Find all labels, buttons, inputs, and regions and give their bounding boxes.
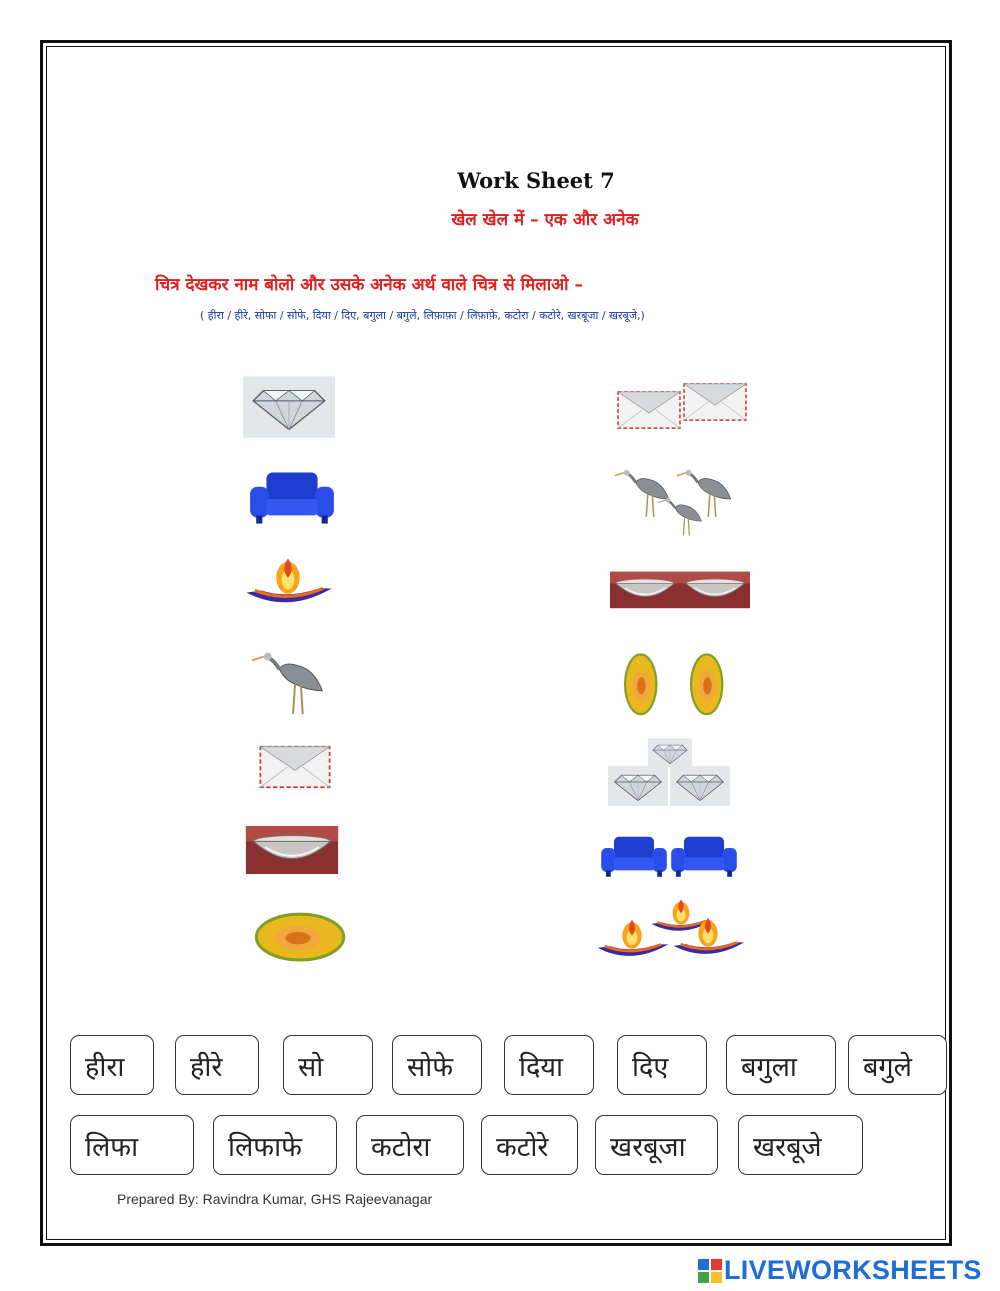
word-chip[interactable]: सोफे [392, 1035, 482, 1095]
word-chip[interactable]: कटोरे [481, 1115, 578, 1175]
word-chip[interactable]: सो [283, 1035, 373, 1095]
diamond-icon [243, 376, 335, 438]
bowl-icon [244, 826, 340, 874]
word-chip[interactable]: दिए [617, 1035, 707, 1095]
prepared-by-credit: Prepared By: Ravindra Kumar, GHS Rajeevanagar [117, 1191, 433, 1207]
word-chip[interactable]: कटोरा [356, 1115, 464, 1175]
diamonds-icon [608, 738, 732, 806]
word-chip[interactable]: लिफाफे [213, 1115, 337, 1175]
worksheet-title: Work Sheet 7 [457, 168, 615, 193]
herons-icon [612, 460, 746, 538]
instruction-text: चित्र देखकर नाम बोलो और उसके अनेक अर्थ वाले चित्र से मिलाओ – [155, 275, 583, 295]
word-chip[interactable]: लिफा [70, 1115, 194, 1175]
diya-icon [240, 556, 336, 610]
bowls-icon [610, 566, 750, 614]
word-chip[interactable]: खरबूजा [595, 1115, 718, 1175]
brand-name: LIVEWORKSHEETS [724, 1255, 982, 1285]
diyas-icon [592, 898, 752, 962]
word-hint-list: ( हीरा / हीरे, सोफा / सोफे, दिया / दिए, बगुला / बगुले, लिफ़ाफ़ा / लिफ़ाफ़े, कटोरा / कटोरे, खरबूजा / खरबूजे,) [200, 309, 645, 322]
envelope-icon [257, 739, 333, 795]
sofas-icon [598, 826, 742, 886]
sofa-icon [246, 466, 338, 528]
liveworksheets-logo-icon [698, 1259, 722, 1283]
heron-icon [250, 640, 338, 718]
word-chip[interactable]: हीरा [70, 1035, 154, 1095]
liveworksheets-logo [698, 1255, 982, 1286]
melon-icon [252, 910, 346, 962]
worksheet-subtitle: खेल खेल में – एक और अनेक [451, 210, 639, 230]
word-chip[interactable]: दिया [504, 1035, 594, 1095]
word-chip[interactable]: हीरे [175, 1035, 259, 1095]
melons-icon [608, 652, 740, 718]
word-chip[interactable]: खरबूजे [738, 1115, 863, 1175]
word-chip[interactable]: बगुला [726, 1035, 836, 1095]
word-chip[interactable]: बगुले [848, 1035, 947, 1095]
envelopes-icon [615, 376, 751, 438]
